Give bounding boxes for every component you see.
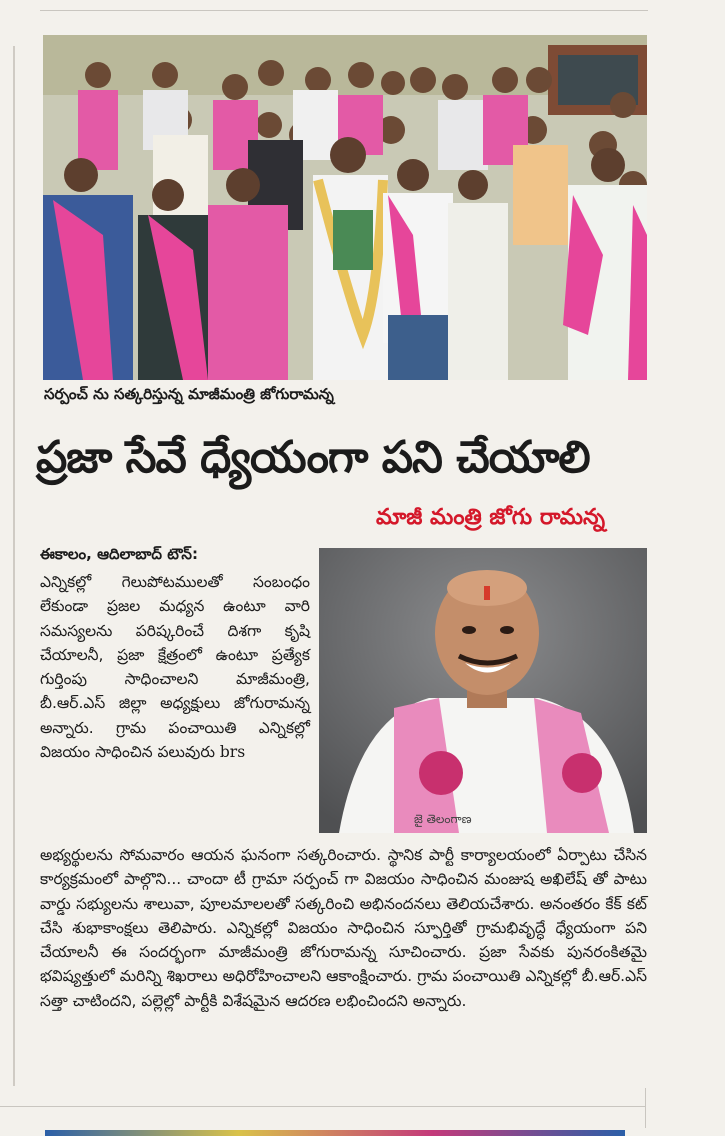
bottom-divider <box>0 1106 646 1107</box>
article-column-telugu: ఎన్నికల్లో గెలుపోటములతో సంబంధం లేకుండా ప్రజల మధ్యన ఉంటూ వారి సమస్యలను పరిష్కరించే దిశగా కృషి చేయాలనీ, ప్రజా క్షేత్రంలో ఉంటూ ప్రత్యేక గుర్తింపు సాధించాలని మాజీమంత్రి, బీ.ఆర్.ఎస్ జిల్లా అధ్యక్షులు జోగురామన్న అన్నారు. గ్రామ పంచాయితి ఎన్నికల్లో విజయం సాధించిన పలువురు <box>40 573 310 762</box>
article-body-text: అభ్యర్థులను సోమవారం ఆయన ఘనంగా సత్కరించారు. స్థానిక పార్టీ కార్యాలయంలో ఏర్పాటు చేసిన కార్యక్రమంలో పాల్గొని... చాందా టీ గ్రామా సర్పంచ్ గా విజయం సాధించిన మంజుష అఖిలేష్ తో పాటు వార్డు సభ్యులను శాలువా, పూలమాలలతో సత్కరించి అభినందనలు తెలియచేశారు. అనంతరం కేక్ కట్ చేసి శుభాకాంక్షలు తెలిపారు. ఎన్నికల్లో విజయం సాధించిన స్ఫూర్తితో గ్రామభివృద్ధే ధ్యేయంగా పని చేయాలనీ ఈ సందర్భంగా మాజీమంత్రి జోగురామన్న సూచించారు. ప్రజా సేవకు పునరంకితమై భవిష్యత్తులో మరిన్ని శిఖరాలు అధిరోహించాలని ఆకాంక్షించారు. గ్రామ పంచాయితి ఎన్నికల్లో బీ.ఆర్.ఎస్ సత్తా చాటిందని, పల్లెల్లో పార్టీకి విశేషమైన ఆదరణ లభించిందని అన్నారు. <box>40 846 647 1010</box>
subheadline: మాజీ మంత్రి జోగు రామన్న <box>375 505 605 530</box>
photo-caption: సర్పంచ్ ను సత్కరిస్తున్న మాజీమంత్రి జోగురామన్న <box>44 385 334 403</box>
group-felicitation-photo <box>43 35 647 380</box>
article-column-english: brs <box>219 743 246 762</box>
top-divider <box>40 10 648 11</box>
left-column-rule <box>13 46 15 1086</box>
article-column-text <box>40 570 310 764</box>
next-article-banner <box>45 1130 625 1136</box>
svg-text:జై తెలంగాణ: జై తెలంగాణ <box>414 812 472 826</box>
right-rule <box>645 1088 646 1128</box>
dateline: ఈకాలం, ఆదిలాబాద్ టౌన్: <box>40 545 198 563</box>
portrait-photo <box>319 548 647 833</box>
headline: ప్రజా సేవే ధ్యేయంగా పని చేయాలి <box>36 432 590 483</box>
